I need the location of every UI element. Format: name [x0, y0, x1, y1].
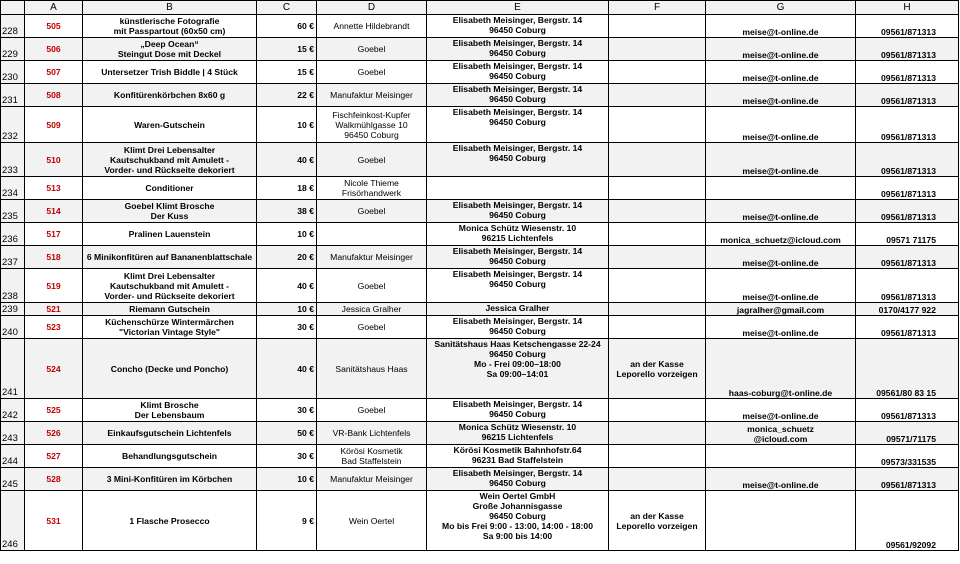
- cell-donor[interactable]: [317, 223, 427, 246]
- cell-address[interactable]: Elisabeth Meisinger, Bergstr. 14 96450 Coburg: [427, 316, 609, 339]
- cell-note[interactable]: [609, 200, 706, 223]
- cell-donor[interactable]: Manufaktur Meisinger: [317, 468, 427, 491]
- table-row: [1, 84, 959, 107]
- cell-item[interactable]: Untersetzer Trish Biddle | 4 Stück: [83, 61, 257, 84]
- cell-item[interactable]: Concho (Decke und Poncho): [83, 339, 257, 399]
- cell-value[interactable]: 40 €: [257, 143, 317, 177]
- cell-phone[interactable]: 09571/71175: [856, 422, 959, 445]
- cell-id[interactable]: 521: [25, 303, 83, 316]
- cell-donor[interactable]: Goebel: [317, 200, 427, 223]
- row-number[interactable]: 239: [1, 303, 25, 316]
- table-row: [1, 38, 959, 61]
- cell-item[interactable]: Conditioner: [83, 177, 257, 200]
- table-body: [1, 15, 959, 551]
- cell-note[interactable]: [609, 445, 706, 468]
- table-row: [1, 468, 959, 491]
- cell-donor[interactable]: Goebel: [317, 399, 427, 422]
- cell-id[interactable]: 506: [25, 38, 83, 61]
- cell-donor[interactable]: Wein Oertel: [317, 491, 427, 551]
- cell-email[interactable]: meise@t-online.de: [706, 38, 856, 61]
- table-row: [1, 61, 959, 84]
- cell-value[interactable]: 20 €: [257, 246, 317, 269]
- column-header-c[interactable]: C: [257, 1, 317, 15]
- cell-address[interactable]: Elisabeth Meisinger, Bergstr. 14 96450 Coburg: [427, 15, 609, 38]
- cell-id[interactable]: 524: [25, 339, 83, 399]
- column-header-d[interactable]: D: [317, 1, 427, 15]
- cell-id[interactable]: 528: [25, 468, 83, 491]
- table-row: [1, 399, 959, 422]
- cell-item[interactable]: Konfitürenkörbchen 8x60 g: [83, 84, 257, 107]
- row-number[interactable]: 246: [1, 491, 25, 551]
- cell-donor[interactable]: Jessica Gralher: [317, 303, 427, 316]
- cell-note[interactable]: [609, 84, 706, 107]
- cell-phone[interactable]: 09561/871313: [856, 399, 959, 422]
- cell-address[interactable]: Wein Oertel GmbH Große Johannisgasse 96450 Coburg Mo bis Frei 9:00 - 13:00, 14:00 - 18:00 Sa 9:00 bis 14:00: [427, 491, 609, 551]
- cell-address[interactable]: Körösi Kosmetik Bahnhofstr.64 96231 Bad Staffelstein: [427, 445, 609, 468]
- table-row: [1, 445, 959, 468]
- row-number[interactable]: 243: [1, 422, 25, 445]
- table-row: [1, 303, 959, 316]
- row-number[interactable]: 228: [1, 15, 25, 38]
- cell-email[interactable]: meise@t-online.de: [706, 269, 856, 303]
- cell-note[interactable]: an der Kasse Leporello vorzeigen: [609, 339, 706, 399]
- select-all-corner[interactable]: [1, 1, 25, 15]
- column-header-h[interactable]: H: [856, 1, 959, 15]
- cell-address[interactable]: Elisabeth Meisinger, Bergstr. 14 96450 Coburg: [427, 38, 609, 61]
- cell-phone[interactable]: 09561/871313: [856, 200, 959, 223]
- cell-donor[interactable]: Goebel: [317, 38, 427, 61]
- cell-donor[interactable]: Manufaktur Meisinger: [317, 246, 427, 269]
- cell-item[interactable]: 3 Mini-Konfitüren im Körbchen: [83, 468, 257, 491]
- cell-donor[interactable]: Körösi Kosmetik Bad Staffelstein: [317, 445, 427, 468]
- cell-id[interactable]: 526: [25, 422, 83, 445]
- table-row: [1, 143, 959, 177]
- table-row: [1, 107, 959, 143]
- cell-donor[interactable]: Nicole Thieme Frisörhandwerk: [317, 177, 427, 200]
- row-number[interactable]: 242: [1, 399, 25, 422]
- cell-id[interactable]: 531: [25, 491, 83, 551]
- cell-id[interactable]: 517: [25, 223, 83, 246]
- cell-address[interactable]: Elisabeth Meisinger, Bergstr. 14 96450 Coburg: [427, 61, 609, 84]
- cell-donor[interactable]: Goebel: [317, 316, 427, 339]
- cell-donor[interactable]: VR-Bank Lichtenfels: [317, 422, 427, 445]
- cell-phone[interactable]: 09561/871313: [856, 316, 959, 339]
- cell-note[interactable]: [609, 246, 706, 269]
- cell-note[interactable]: [609, 15, 706, 38]
- cell-email[interactable]: haas-coburg@t-online.de: [706, 339, 856, 399]
- cell-note[interactable]: [609, 422, 706, 445]
- cell-donor[interactable]: Goebel: [317, 269, 427, 303]
- cell-phone[interactable]: 09561/871313: [856, 15, 959, 38]
- cell-note[interactable]: [609, 143, 706, 177]
- cell-item[interactable]: Goebel Klimt Brosche Der Kuss: [83, 200, 257, 223]
- cell-item[interactable]: Klimt Drei Lebensalter Kautschukband mit Amulett - Vorder- und Rückseite dekoriert: [83, 269, 257, 303]
- column-header-g[interactable]: G: [706, 1, 856, 15]
- cell-value[interactable]: 60 €: [257, 15, 317, 38]
- cell-id[interactable]: 523: [25, 316, 83, 339]
- cell-value[interactable]: 22 €: [257, 84, 317, 107]
- cell-item[interactable]: Behandlungsgutschein: [83, 445, 257, 468]
- cell-donor[interactable]: Sanitätshaus Haas: [317, 339, 427, 399]
- cell-phone[interactable]: 09561/871313: [856, 38, 959, 61]
- cell-phone[interactable]: 0170/4177 922: [856, 303, 959, 316]
- row-number[interactable]: 238: [1, 269, 25, 303]
- cell-id[interactable]: 510: [25, 143, 83, 177]
- cell-value[interactable]: 10 €: [257, 107, 317, 143]
- cell-value[interactable]: 40 €: [257, 269, 317, 303]
- cell-value[interactable]: 18 €: [257, 177, 317, 200]
- cell-email[interactable]: meise@t-online.de: [706, 200, 856, 223]
- table-row: [1, 15, 959, 38]
- cell-address[interactable]: Jessica Gralher: [427, 303, 609, 316]
- cell-address[interactable]: Sanitätshaus Haas Ketschengasse 22-24 96450 Coburg Mo - Frei 09:00–18:00 Sa 09:00–14:01: [427, 339, 609, 399]
- cell-item[interactable]: 1 Flasche Prosecco: [83, 491, 257, 551]
- cell-donor[interactable]: Fischfeinkost-Kupfer Walkmühlgasse 10 96450 Coburg: [317, 107, 427, 143]
- table-row: [1, 200, 959, 223]
- cell-note[interactable]: [609, 223, 706, 246]
- cell-phone[interactable]: 09561/871313: [856, 468, 959, 491]
- cell-value[interactable]: 9 €: [257, 491, 317, 551]
- cell-item[interactable]: „Deep Ocean“ Steingut Dose mit Deckel: [83, 38, 257, 61]
- cell-item[interactable]: Klimt Brosche Der Lebensbaum: [83, 399, 257, 422]
- cell-value[interactable]: 30 €: [257, 399, 317, 422]
- column-header-row: [1, 1, 959, 15]
- cell-phone[interactable]: 09561/871313: [856, 177, 959, 200]
- table-row: [1, 269, 959, 303]
- cell-id[interactable]: 527: [25, 445, 83, 468]
- cell-item[interactable]: künstlerische Fotografie mit Passpartout (60x50 cm): [83, 15, 257, 38]
- cell-address[interactable]: Elisabeth Meisinger, Bergstr. 14 96450 Coburg: [427, 246, 609, 269]
- cell-donor[interactable]: Manufaktur Meisinger: [317, 84, 427, 107]
- cell-email[interactable]: meise@t-online.de: [706, 246, 856, 269]
- cell-item[interactable]: Küchenschürze Wintermärchen "Victorian Vintage Style": [83, 316, 257, 339]
- cell-id[interactable]: 525: [25, 399, 83, 422]
- cell-id[interactable]: 505: [25, 15, 83, 38]
- cell-id[interactable]: 518: [25, 246, 83, 269]
- cell-address[interactable]: [427, 177, 609, 200]
- cell-donor[interactable]: Annette Hildebrandt: [317, 15, 427, 38]
- table-row: [1, 246, 959, 269]
- cell-note[interactable]: [609, 316, 706, 339]
- cell-note[interactable]: [609, 303, 706, 316]
- cell-email[interactable]: monica_schuetz@icloud.com: [706, 223, 856, 246]
- cell-donor[interactable]: Goebel: [317, 143, 427, 177]
- cell-address[interactable]: Monica Schütz Wiesenstr. 10 96215 Lichtenfels: [427, 223, 609, 246]
- cell-note[interactable]: an der Kasse Leporello vorzeigen: [609, 491, 706, 551]
- cell-phone[interactable]: 09561/871313: [856, 107, 959, 143]
- cell-id[interactable]: 513: [25, 177, 83, 200]
- cell-email[interactable]: meise@t-online.de: [706, 399, 856, 422]
- cell-email[interactable]: [706, 491, 856, 551]
- table-row: [1, 339, 959, 399]
- table-row: [1, 223, 959, 246]
- row-number[interactable]: 229: [1, 38, 25, 61]
- cell-item[interactable]: Einkaufsgutschein Lichtenfels: [83, 422, 257, 445]
- table-row: [1, 316, 959, 339]
- cell-item[interactable]: 6 Minikonfitüren auf Bananenblattschale: [83, 246, 257, 269]
- cell-email[interactable]: meise@t-online.de: [706, 316, 856, 339]
- cell-note[interactable]: [609, 468, 706, 491]
- cell-note[interactable]: [609, 269, 706, 303]
- cell-email[interactable]: meise@t-online.de: [706, 468, 856, 491]
- cell-address[interactable]: Elisabeth Meisinger, Bergstr. 14 96450 Coburg: [427, 399, 609, 422]
- row-number[interactable]: 244: [1, 445, 25, 468]
- cell-address[interactable]: Elisabeth Meisinger, Bergstr. 14 96450 Coburg: [427, 84, 609, 107]
- cell-phone[interactable]: 09573/331535: [856, 445, 959, 468]
- row-number[interactable]: 230: [1, 61, 25, 84]
- cell-value[interactable]: 30 €: [257, 445, 317, 468]
- cell-address[interactable]: Elisabeth Meisinger, Bergstr. 14 96450 Coburg: [427, 468, 609, 491]
- table-row: [1, 422, 959, 445]
- cell-note[interactable]: [609, 38, 706, 61]
- cell-value[interactable]: 10 €: [257, 468, 317, 491]
- cell-value[interactable]: 15 €: [257, 38, 317, 61]
- cell-phone[interactable]: 09561/80 83 15: [856, 339, 959, 399]
- cell-item[interactable]: Pralinen Lauenstein: [83, 223, 257, 246]
- cell-email[interactable]: jagralher@gmail.com: [706, 303, 856, 316]
- cell-email[interactable]: meise@t-online.de: [706, 61, 856, 84]
- row-number[interactable]: 232: [1, 107, 25, 143]
- cell-email[interactable]: meise@t-online.de: [706, 15, 856, 38]
- cell-email[interactable]: meise@t-online.de: [706, 84, 856, 107]
- column-header-f[interactable]: F: [609, 1, 706, 15]
- table-row: [1, 177, 959, 200]
- cell-id[interactable]: 514: [25, 200, 83, 223]
- cell-id[interactable]: 508: [25, 84, 83, 107]
- cell-address[interactable]: Elisabeth Meisinger, Bergstr. 14 96450 Coburg: [427, 269, 609, 303]
- column-header-e[interactable]: E: [427, 1, 609, 15]
- cell-id[interactable]: 509: [25, 107, 83, 143]
- cell-item[interactable]: Riemann Gutschein: [83, 303, 257, 316]
- column-header-a[interactable]: A: [25, 1, 83, 15]
- column-header-b[interactable]: B: [83, 1, 257, 15]
- cell-email[interactable]: [706, 177, 856, 200]
- cell-donor[interactable]: Goebel: [317, 61, 427, 84]
- row-number[interactable]: 235: [1, 200, 25, 223]
- row-number[interactable]: 241: [1, 339, 25, 399]
- cell-note[interactable]: [609, 107, 706, 143]
- cell-phone[interactable]: 09561/871313: [856, 143, 959, 177]
- table-row: [1, 491, 959, 551]
- row-number[interactable]: 236: [1, 223, 25, 246]
- cell-email[interactable]: monica_schuetz @icloud.com: [706, 422, 856, 445]
- cell-item[interactable]: Klimt Drei Lebensalter Kautschukband mit Amulett - Vorder- und Rückseite dekoriert: [83, 143, 257, 177]
- cell-email[interactable]: [706, 445, 856, 468]
- cell-address[interactable]: Elisabeth Meisinger, Bergstr. 14 96450 Coburg: [427, 107, 609, 143]
- cell-value[interactable]: 15 €: [257, 61, 317, 84]
- row-number[interactable]: 245: [1, 468, 25, 491]
- row-number[interactable]: 234: [1, 177, 25, 200]
- cell-phone[interactable]: 09561/871313: [856, 61, 959, 84]
- cell-phone[interactable]: 09571 71175: [856, 223, 959, 246]
- row-number[interactable]: 231: [1, 84, 25, 107]
- row-number[interactable]: 240: [1, 316, 25, 339]
- cell-phone[interactable]: 09561/871313: [856, 84, 959, 107]
- cell-note[interactable]: [609, 61, 706, 84]
- cell-note[interactable]: [609, 177, 706, 200]
- cell-value[interactable]: 10 €: [257, 223, 317, 246]
- cell-email[interactable]: meise@t-online.de: [706, 107, 856, 143]
- cell-value[interactable]: 10 €: [257, 303, 317, 316]
- cell-phone[interactable]: 09561/871313: [856, 269, 959, 303]
- cell-note[interactable]: [609, 399, 706, 422]
- cell-value[interactable]: 40 €: [257, 339, 317, 399]
- cell-address[interactable]: Monica Schütz Wiesenstr. 10 96215 Lichtenfels: [427, 422, 609, 445]
- cell-address[interactable]: Elisabeth Meisinger, Bergstr. 14 96450 Coburg: [427, 200, 609, 223]
- cell-item[interactable]: Waren-Gutschein: [83, 107, 257, 143]
- cell-value[interactable]: 38 €: [257, 200, 317, 223]
- cell-value[interactable]: 30 €: [257, 316, 317, 339]
- row-number[interactable]: 237: [1, 246, 25, 269]
- cell-address[interactable]: Elisabeth Meisinger, Bergstr. 14 96450 Coburg: [427, 143, 609, 177]
- cell-phone[interactable]: 09561/871313: [856, 246, 959, 269]
- cell-id[interactable]: 507: [25, 61, 83, 84]
- cell-phone[interactable]: 09561/92092: [856, 491, 959, 551]
- cell-email[interactable]: meise@t-online.de: [706, 143, 856, 177]
- cell-value[interactable]: 50 €: [257, 422, 317, 445]
- row-number[interactable]: 233: [1, 143, 25, 177]
- cell-id[interactable]: 519: [25, 269, 83, 303]
